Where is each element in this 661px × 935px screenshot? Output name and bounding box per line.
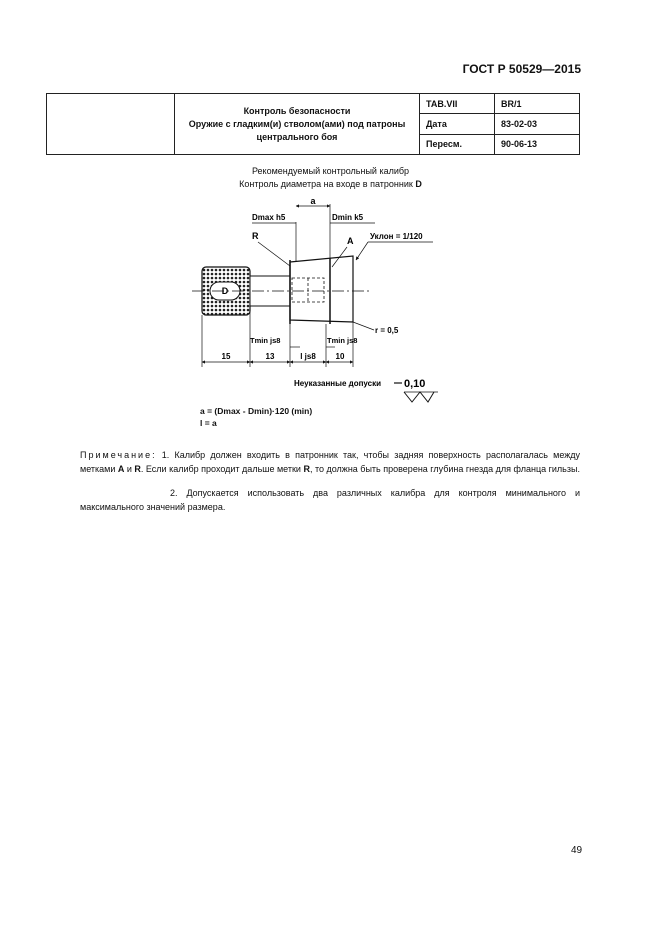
- gauge-drawing: [190, 192, 450, 407]
- d-label: D: [221, 286, 229, 296]
- caption-line-1: Рекомендуемый контрольный калибр: [251, 166, 410, 176]
- roughness-symbol: [404, 392, 434, 402]
- title-line-1: Контроль безопасности: [243, 105, 351, 116]
- tolerance-label: Неуказанные допуски: [294, 379, 382, 388]
- caption-line-2: Контроль диаметра на входе в патронник: [239, 179, 416, 189]
- radius-label: r = 0,5: [375, 326, 399, 335]
- note-1: Примечание: 1. Калибр должен входить в патронник так, чтобы задняя поверхность располагалась между метками A и R. Если калибр проходит дальше метки R, то должна быть проверена глубина гнезда для фланца гильзы.: [80, 450, 580, 474]
- gauge-body: [290, 256, 353, 322]
- caption-line-2-bold: D: [415, 179, 422, 189]
- tolerance-value: 0,10: [404, 378, 426, 390]
- meta-key: TAB.VII: [420, 94, 495, 114]
- tmin-left-label: Tmin js8: [250, 336, 281, 345]
- dim-15-label: 15: [221, 352, 231, 361]
- dmax-label: Dmax h5: [252, 213, 286, 222]
- header-empty-cell: [47, 94, 175, 155]
- meta-value: 83-02-03: [495, 114, 580, 134]
- tmin-right-label: Tmin js8: [327, 336, 358, 345]
- note-label: Примечание:: [80, 450, 157, 460]
- meta-key: Дата: [420, 114, 495, 134]
- header-table: [46, 93, 580, 155]
- standard-number: ГОСТ Р 50529—2015: [462, 62, 581, 76]
- mark-r-label: R: [252, 231, 259, 241]
- formula-line-1: a = (Dmax - Dmin)·120 (min): [200, 406, 313, 416]
- page-number: 49: [571, 845, 583, 856]
- figure-caption: [0, 165, 661, 191]
- title-line-2: Оружие с гладким(и) стволом(ами) под патроны: [188, 118, 406, 129]
- meta-value: BR/1: [495, 94, 580, 114]
- formula-line-2: l = a: [200, 418, 217, 428]
- meta-key: Пересм.: [420, 134, 495, 154]
- header-title: [175, 94, 420, 155]
- title-line-3: центрального боя: [256, 131, 338, 142]
- dim-10-label: 10: [335, 352, 345, 361]
- mark-a-label: A: [347, 236, 354, 246]
- dim-l-label: l js8: [300, 352, 316, 361]
- taper-label: Уклон = 1/120: [370, 232, 423, 241]
- dmin-label: Dmin k5: [332, 213, 364, 222]
- formula: [200, 405, 312, 429]
- dim-a-label: a: [310, 196, 316, 206]
- dim-13-label: 13: [265, 352, 275, 361]
- note-2: 2. Допускается использовать два различных калибра для контроля минимального и максимального значений размера.: [80, 488, 580, 512]
- meta-value: 90-06-13: [495, 134, 580, 154]
